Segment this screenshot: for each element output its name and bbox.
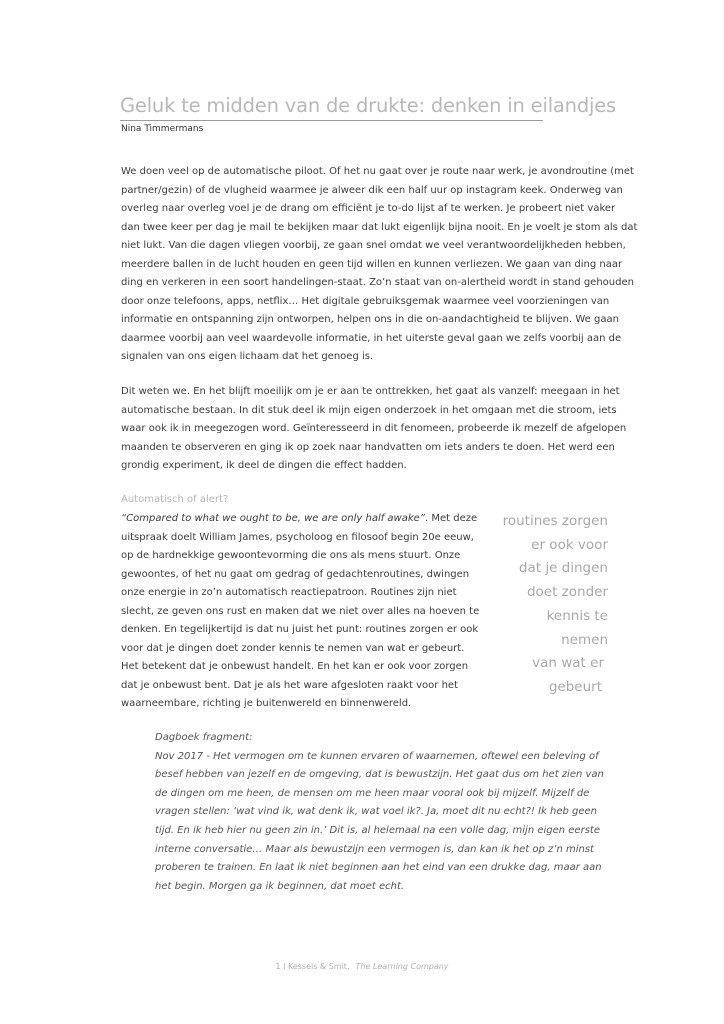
quote-continuation: . Met deze xyxy=(425,513,478,524)
intro-paragraph xyxy=(121,163,637,367)
text-line: automatische bestaan. In dit stuk deel ik mijn eigen onderzoek in het omgaan met die stroom, iets xyxy=(121,404,617,416)
text-line: dan twee keer per dag je mail te bekijken maar dat lukt eigenlijk bijna nooit. En je voelt je stom als dat xyxy=(121,221,638,233)
pull-quote-line: er ook voor xyxy=(531,536,608,553)
text-line: waar ook ik in meegezogen word. Geïnteresseerd in dit fenomeen, probeerde ik mezelf de afgelopen xyxy=(121,423,627,434)
title-underline xyxy=(120,120,543,121)
diary-line: de dingen om me heen, de mensen om me heen maar vooral ook bij mijzelf. Mijzelf de xyxy=(155,787,590,799)
text-line: onze energie in zo’n automatisch reactiepatroon. Routines zijn niet xyxy=(121,587,457,598)
pull-quote-line: van wat er xyxy=(532,655,604,672)
diary-line: proberen te trainen. En laat ik niet beginnen aan het eind van een drukke dag, maar aan xyxy=(155,862,602,874)
pull-quote-line: gebeurt xyxy=(548,678,602,695)
text-line: slecht, ze geven ons rust en maken dat we niet over alles na hoeven te xyxy=(121,605,480,617)
footer-page-info: 1 I Kessels & Smit, xyxy=(275,962,350,971)
text-line: dat je onbewust bent. Dat je als het ware afgesloten raakt voor het xyxy=(121,679,458,691)
william-james-quote: “Compared to what we ought to be, we are only half awake” xyxy=(121,513,425,524)
diary-line: Nov 2017 - Het vermogen om te kunnen ervaren of waarnemen, oftewel een beleving of xyxy=(155,750,599,762)
text-line: informatie en ontspanning zijn ontworpen, helpen ons in die on-aandachtigheid te blijven. We gaan xyxy=(121,314,619,325)
text-line: grondig experiment, ik deel de dingen die effect hadden. xyxy=(121,460,407,471)
text-line: overleg naar overleg voel je de drang om efficiënt je to-do lijst af te werken. Je probeert niet vaker xyxy=(121,203,616,214)
text-line: Het betekent dat je onbewust handelt. En het kan er ook voor zorgen xyxy=(121,661,469,672)
text-line: door onze telefoons, apps, netflix… Het digitale gebruiksgemak waarmee veel voorzieningen van xyxy=(121,295,610,307)
text-line xyxy=(121,510,479,529)
pull-quote-line: routines zorgen xyxy=(502,513,608,529)
second-paragraph xyxy=(121,383,626,476)
page-footer xyxy=(0,962,724,971)
text-line: ding en verkeren in een soort handelingen-staat. Zo’n staat van on-alertheid wordt in stand gehouden xyxy=(121,277,634,288)
section-heading: Automatisch of alert? xyxy=(121,494,229,505)
diary-line: interne conversatie… Maar als bewustzijn een vermogen is, dan kan ik het op z’n minst xyxy=(155,843,594,855)
diary-line: het begin. Morgen ga ik beginnen, dat moet echt. xyxy=(155,880,405,892)
diary-line: tijd. En ik heb hier nu geen zin in.’ Dit is, al helemaal na een volle dag, mijn eigen eerste xyxy=(155,824,600,836)
diary-heading: Dagboek fragment: xyxy=(155,732,253,743)
footer-company: The Learning Company xyxy=(355,962,449,971)
diary-fragment xyxy=(155,729,604,896)
pull-quote-line: kennis te xyxy=(546,607,608,624)
author-name: Nina Timmermans xyxy=(121,124,204,134)
text-line: waarneembare, richting je buitenwereld en binnenwereld. xyxy=(121,698,412,709)
text-line: maanden te observeren en ging ik op zoek naar handvatten om iets anders te doen. Het werd een xyxy=(121,441,615,453)
pull-quote-line: dat je dingen xyxy=(518,560,608,577)
diary-line: vragen stellen: ‘wat vind ik, wat denk ik, wat voel ik?. Ja, moet dit nu echt?! Ik heb geen xyxy=(155,806,598,818)
text-line: gewoontes, of het nu gaat om gedrag of gedachtenroutines, dwingen xyxy=(121,568,470,580)
text-line: daarmee voorbij aan veel waardevolle informatie, in het uiterste geval gaan we zelfs voorbij aan de xyxy=(121,332,622,344)
pull-quote-line: nemen xyxy=(561,631,608,648)
text-line: meerdere ballen in de lucht houden en geen tijd willen en kunnen verliezen. We gaan van ding naar xyxy=(121,258,623,270)
text-line: niet lukt. Van die dagen vliegen voorbij, ze gaan snel omdat we veel verantwoordelijkheden hebben, xyxy=(121,240,626,251)
document-title: Geluk te midden van de drukte: denken in eilandjes xyxy=(120,94,616,117)
pull-quote xyxy=(503,510,608,700)
text-line: Dit weten we. En het blijft moeilijk om je er aan te onttrekken, het gaat als vanzelf: meegaan in het xyxy=(121,386,620,397)
text-line: denken. En tegelijkertijd is dat nu juist het punt: routines zorgen er ook xyxy=(121,624,479,635)
text-line: uitspraak doelt William James, psycholoog en filosoof begin 20e eeuw, xyxy=(121,531,474,543)
pull-quote-line: doet zonder xyxy=(526,584,608,601)
text-line: voor dat je dingen doet zonder kennis te nemen van wat er gebeurt. xyxy=(121,642,465,654)
diary-line: besef hebben van jezelf en de omgeving, dat is bewustzijn. Het gaat dus om het zien van xyxy=(155,769,604,781)
text-line: signalen van ons eigen lichaam dat het genoeg is. xyxy=(121,351,374,362)
text-line: partner/gezin) of de vlugheid waarmee je alweer dik een half uur op instagram keek. Onderweg van xyxy=(121,184,623,196)
text-line: op de hardnekkige gewoontevorming die ons als mens stuurt. Onze xyxy=(121,550,461,561)
section-paragraph xyxy=(121,510,479,714)
text-line: We doen veel op de automatische piloot. Of het nu gaat over je route naar werk, je avondroutine (met xyxy=(121,166,634,177)
